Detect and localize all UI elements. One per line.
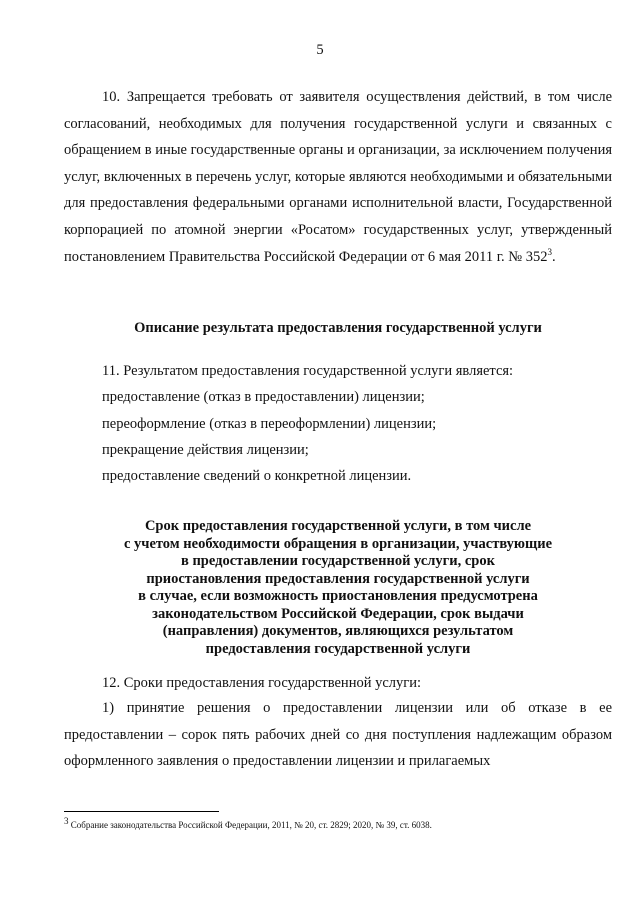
heading-line: Срок предоставления государственной услуги, в том числе <box>144 518 532 534</box>
footnote <box>64 816 612 830</box>
footnote-divider <box>64 811 219 812</box>
result-item: переоформление (отказ в переоформлении) лицензии; <box>102 416 437 432</box>
heading-line: с учетом необходимости обращения в организации, участвующие <box>123 535 553 552</box>
footnote-ref: 3 <box>547 246 552 257</box>
paragraph-10-text: 10. Запрещается требовать от заявителя осуществления действий, в том числе согласований, необходимых для получения государственной услуги и связанных с обращением в иные государственные органы и организации, за исключением получения услуг, включенных в перечень услуг, которые являются необходимыми и обязательными для предоставления федеральными органами исполнительной власти, Государственной корпорацией по атомной энергии «Росатом» государственных услуг, утвержденный постановлением Правительства Российской Федерации от 6 мая 2011 г. № 352 <box>64 89 612 265</box>
paragraph-12-intro: 12. Сроки предоставления государственной услуги: <box>102 675 421 691</box>
heading-line: приостановления предоставления государственной услуги <box>146 570 530 587</box>
page-number: 5 <box>316 42 324 58</box>
heading-line: в случае, если возможность приостановления предусмотрена <box>138 588 538 604</box>
heading-line: (направления) документов, являющихся результатом <box>162 623 514 639</box>
footnote-number: 3 <box>64 816 69 826</box>
heading-line: в предоставлении государственной услуги, срок <box>181 553 495 569</box>
paragraph-10-end: . <box>551 248 556 265</box>
result-item: предоставление сведений о конкретной лицензии. <box>102 468 412 484</box>
heading-line: предоставления государственной услуги <box>205 640 471 657</box>
result-item: предоставление (отказ в предоставлении) лицензии; <box>102 389 425 405</box>
paragraph-12-item-1: 1) принятие решения о предоставлении лицензии или об отказе в ее предоставлении – сорок пять рабочих дней со дня поступления надлежащим образом оформленного заявления о предоставлении лицензии и прилагаемых <box>64 700 612 770</box>
section-heading-result: Описание результата предоставления государственной услуги <box>134 320 542 336</box>
result-item: прекращение действия лицензии; <box>102 442 309 458</box>
heading-line: законодательством Российской Федерации, срок выдачи <box>152 605 524 622</box>
paragraph-10 <box>64 84 612 270</box>
footnote-text: Собрание законодательства Российской Федерации, 2011, № 20, ст. 2829; 2020, № 39, ст. 6038. <box>68 820 432 830</box>
paragraph-11-intro: 11. Результатом предоставления государственной услуги является: <box>102 363 514 379</box>
